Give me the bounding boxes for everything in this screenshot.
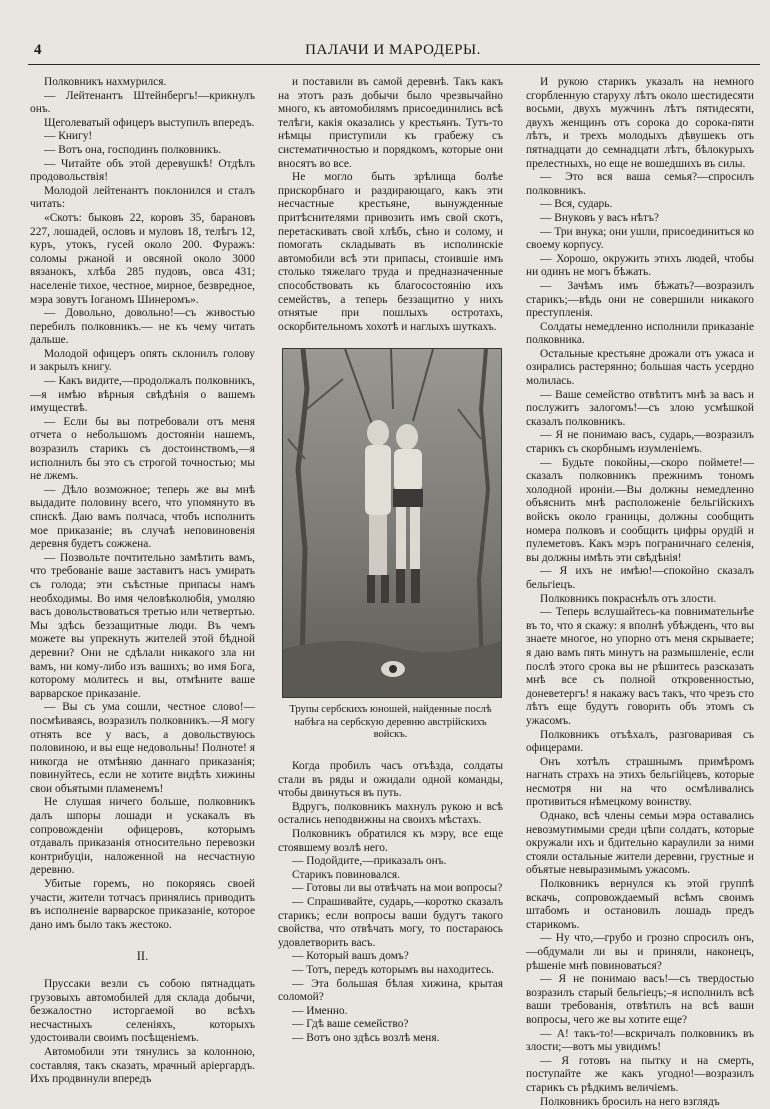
paragraph: Полковникъ бросилъ на него взглядъ — [540, 1095, 720, 1108]
paragraph: — Вы съ ума сошли, честное слово!—посмѣиваясь, возразилъ полковникъ.—Я могу отнять все у васъ, а довольствуюсь половиною, и вы еще недовольны! Полноте! я никогда не отмѣняю даннаго приказанія; повинуйтесь, если не хотите видѣть хижины свои объятыми пламенемъ! — [30, 701, 255, 795]
paragraph: Полковникъ вернулся къ этой группѣ вскачь, сопровождаемый всѣмъ своимъ штабомъ и остановилъ лошадь предъ старикомъ. — [526, 878, 754, 931]
paragraph-group — [278, 760, 503, 1045]
photograph — [282, 348, 502, 698]
paragraph: — А! такъ-то!—вскричалъ полковникъ въ злости;—вотъ мы увидимъ! — [526, 1027, 754, 1054]
paragraph: и поставили въ самой деревнѣ. Такъ какъ на этотъ разъ добычи было чрезвычайно много, къ автомобилямъ присоединились всѣ телѣги, какія оказались у крестьянъ. Тутъ-то нѣмцы приступили къ грабежу съ систематичностью и порядкомъ, которые они вносятъ во все. — [278, 76, 503, 170]
photo-illustration — [283, 349, 501, 697]
paragraph: — Эта большая бѣлая хижина, крытая соломой? — [278, 977, 503, 1004]
paragraph: И рукою старикъ указалъ на немного сгорбленную старуху лѣтъ около шестидесяти восьми, двухъ мужчинъ лѣтъ пятидесяти, двухъ женщинъ отъ сорока до сорока-пяти лѣтъ, и трехъ молодыхъ дѣвушекъ отъ пятнадцати до семнадцати лѣтъ, бѣлокурыхъ прелестныхъ, но еще не вошедшихъ въ силы. — [526, 76, 754, 170]
paragraph: — Вся, сударь. — [540, 198, 613, 211]
paragraph: — Хорошо, окружить этихъ людей, чтобы ни одинъ не могъ бѣжать. — [526, 252, 754, 279]
paragraph: — Я ихъ не имѣю!—спокойно сказалъ бельгіецъ. — [526, 565, 754, 591]
paragraph-group — [278, 76, 503, 334]
paragraph: Солдаты немедленно исполнили приказаніе полковника. — [526, 320, 754, 347]
paragraph: — Вотъ она, господинъ полковникъ. — [44, 143, 222, 156]
text-column-1 — [30, 76, 255, 1086]
paragraph: — Тотъ, передъ которымъ вы находитесь. — [292, 963, 495, 976]
paragraph: — Я готовъ на пытку и на смерть, поступайте же какъ угодно!—возразилъ старикъ съ рѣдкимъ величіемъ. — [526, 1054, 754, 1094]
paragraph: — Если бы вы потребовали отъ меня отчета о небольшомъ достояніи нашемъ, возразилъ старикъ съ достоинствомъ,—я исполнилъ бы это съ строгой точностью; мы не лжемъ. — [30, 415, 255, 483]
paragraph: Однако, всѣ члены семьи мэра оставались невозмутимыми среди цѣпи солдатъ, которые окружали ихъ и бдительно караулили за ними стояли остальные жители деревни, грустные и объятые невыразимымъ ужасомъ. — [526, 810, 754, 877]
paragraph: — Читайте объ этой деревушкѣ! Отдѣлъ продовольствія! — [30, 157, 255, 184]
paragraph: — Позвольте почтительно замѣтить вамъ, что требованіе ваше заставитъ насъ умирать съ голода; эти съѣстные припасы намъ необходимы. Во имя человѣколюбія, умоляю васъ довольствоваться третью или четвертью. Мы здѣсь беззащитные люди. Въ чемъ можете вы упрекнуть жителей этой бѣдной деревни? Они не сдѣлали никакого зла ни вамъ, ни кому-либо изъ вашихъ; во имя Бога, которому молитесь и вы, отмѣните ваше варварское приказаніе. — [30, 551, 255, 700]
paragraph: — Ваше семейство отвѣтитъ мнѣ за васъ и послужитъ залогомъ!—съ злою усмѣшкой сказалъ полковникъ. — [526, 388, 754, 428]
paragraph: Полковникъ обратился къ мэру, все еще стоявшему возлѣ него. — [278, 828, 503, 854]
paragraph: Полковникъ отъѣхалъ, разговаривая съ офицерами. — [526, 728, 754, 755]
photo-caption: Трупы сербскихъ юношей, найденные послѣ набѣга на сербскую деревню австрійскихъ войскъ. — [289, 704, 492, 741]
paragraph: — Гдѣ ваше семейство? — [292, 1018, 409, 1031]
paragraph: — Который вашъ домъ? — [292, 950, 409, 963]
paragraph: — Спрашивайте, сударь,—коротко сказалъ старикъ; если вопросы ваши будутъ такого свойства, что отвѣчать могу, то постараюсь удовлетворить васъ. — [278, 896, 503, 949]
text-column-2 — [278, 76, 503, 1066]
paragraph: — Три внука; они ушли, присоединиться ко своему корпусу. — [526, 225, 754, 252]
paragraph: Не слушая ничего больше, полковникъ далъ шпоры лошади и ускакалъ въ сопровожденіи офицеровъ, которымъ отдавалъ приказанія относительно перевозки контрибуціи, наложенной на несчастную деревню. — [30, 796, 255, 877]
paragraph: — Ну что,—грубо и грозно спросилъ онъ,—обдумали ли вы и приняли, наконецъ, рѣшеніе мнѣ повиноваться? — [526, 932, 754, 972]
running-title: ПАЛАЧИ И МАРОДЕРЫ. — [305, 42, 481, 58]
text-column-3 — [526, 76, 754, 1108]
paragraph: — Зачѣмъ имъ бѣжать?—возразилъ старикъ;—вѣдь они не совершили никакого преступленія. — [526, 279, 754, 320]
paragraph: — Вотъ оно здѣсь возлѣ меня. — [292, 1031, 440, 1044]
page-header — [28, 40, 758, 64]
paragraph: Щеголеватый офицеръ выступилъ впередъ. — [44, 116, 255, 129]
paragraph: Пруссаки везли съ собою пятнадцать грузовыхъ автомобилей для склада добычи, безжалостно исторгаемой во всѣхъ несчастныхъ селеніяхъ, которыхъ удостоивали своимъ посѣщеніемъ. — [30, 978, 255, 1045]
paragraph: Молодой офицеръ опять склонилъ голову и закрылъ книгу. — [30, 347, 255, 374]
paragraph: Убитые горемъ, но покоряясь своей участи, жители тотчасъ принялись приводить въ исполненіе варварское приказаніе, которое дано имъ было такъ жестоко. — [30, 878, 255, 931]
paragraph: — Я не понимаю васъ, сударь,—возразилъ старикъ съ скорбнымъ изумленіемъ. — [526, 429, 754, 456]
section-number: II. — [136, 949, 149, 964]
page-number: 4 — [34, 42, 42, 58]
header-rule — [28, 64, 760, 65]
paragraph: — Лейтенантъ Штейнбергъ!—крикнулъ онъ. — [30, 89, 255, 116]
paragraph-group — [526, 76, 754, 1109]
paragraph: Остальные крестьяне дрожали отъ ужаса и озирались растерянно; большая часть усердно молилась. — [526, 347, 754, 388]
paragraph: — Подойдите,—приказалъ онъ. — [292, 855, 447, 868]
paragraph: — Какъ видите,—продолжалъ полковникъ,—я имѣю вѣрныя свѣдѣнія о вашемъ имуществѣ. — [30, 375, 255, 415]
paragraph: Полковникъ покраснѣлъ отъ злости. — [540, 592, 717, 605]
paragraph: — Именно. — [292, 1004, 348, 1017]
paragraph: «Скотъ: быковъ 22, коровъ 35, барановъ 227, лошадей, ословъ и муловъ 18, телѣгъ 12, куръ, утокъ, гусей около 200. Фуражъ: соломы ржаной и овсяной около 3000 вязанокъ, хлѣба 285 пудовъ, овса 431; населеніе тихое, честное, мирное, безвредное, мэра зовутъ Іоганомъ Шинеромъ». — [30, 211, 255, 306]
paragraph: Когда пробилъ часъ отъѣзда, солдаты стали въ ряды и ожидали одной команды, чтобы двинуться въ путь. — [278, 760, 503, 800]
paragraph: Онъ хотѣлъ страшнымъ примѣромъ нагнать страхъ на этихъ бельгійцевъ, которые несмотря ни на что осмѣливались противиться нѣмецкому воинству. — [526, 755, 754, 809]
paragraph: Вдругъ, полковникъ махнулъ рукою и всѣ остались неподвижны на своихъ мѣстахъ. — [278, 800, 503, 827]
paragraph: — Готовы ли вы отвѣчать на мои вопросы? — [292, 882, 503, 895]
paragraph: — Это вся ваша семья?—спросилъ полковникъ. — [526, 171, 754, 197]
paragraph: — Книгу! — [44, 130, 93, 143]
paragraph: Не могло быть зрѣлища болѣе прискорбнаго и раздирающаго, какъ эти несчастные крестьяне, вынужденные притѣснителями привозить имъ свой скотъ, перетаскивать свой хлѣбъ, сѣно и солому, и помогать складывать въ исполинскіе автомобили всѣ эти припасы, стоившіе имъ столько тяжелаго труда и предназначенные способствовать къ благосостоянію ихъ семействъ, а теперь беззащитно у нихъ отнятые при пошлыхъ остротахъ, оскорбительномъ хохотѣ и наглыхъ шуткахъ. — [278, 171, 503, 333]
paragraph: Полковникъ нахмурился. — [44, 76, 167, 88]
paragraph-group — [30, 76, 255, 932]
paragraph: — Я не понимаю васъ!—съ твердостью возразилъ старый бельгіецъ;–я исполнилъ всѣ ваши требованія, отвѣтилъ на всѣ ваши вопросы, чего же вы хотите еще? — [526, 973, 754, 1026]
paragraph: — Будьте покойны,—скоро поймете!—сказалъ полковникъ прежнимъ тономъ холодной ироніи.—Вы должны немедленно объяснить мнѣ расположеніе бельгійскихъ войскъ около границы, должны сообщить номера полковъ и сообщить цифры орудій и пулеметовъ. Какъ мэръ пограничнаго селенія, вы должны имѣть эти свѣдѣнія! — [526, 456, 754, 564]
paragraph: — Довольно, довольно!—съ живостью перебилъ полковникъ.— не къ чему читать дальше. — [30, 307, 255, 347]
paragraph: Автомобили эти тянулись за колонною, составляя, такъ сказать, мрачный аріергардъ. Ихъ продвинули впередъ — [30, 1045, 255, 1086]
paragraph-group — [30, 978, 255, 1087]
paragraph: Молодой лейтенантъ поклонился и сталъ читать: — [30, 184, 255, 211]
paragraph: — Теперь вслушайтесь-ка повнимательнѣе въ то, что я скажу: я вполнѣ убѣжденъ, что вы знаете многое, но упорно отъ меня скрываете; я даю вамъ пять минутъ на размышленіе, если послѣ этого срока вы не рѣшитесь разсказать мнѣ все съ полной откровенностью, доневетергъ! я накажу васъ такъ, что чрезъ сто лѣтъ еще будутъ говорить объ этомъ съ ужасомъ. — [526, 606, 754, 727]
paragraph: — Внуковъ у васъ нѣтъ? — [540, 211, 659, 224]
paragraph: — Дѣло возможное; теперь же вы мнѣ выдадите половину всего, что упомянуто въ спискѣ. Даю вамъ полчаса, чтобъ исполнить мое приказаніе; въ случаѣ неповиновенія деревня будетъ сожжена. — [30, 483, 255, 551]
photo-block — [278, 348, 503, 742]
paragraph: Старикъ повиновался. — [292, 868, 400, 881]
